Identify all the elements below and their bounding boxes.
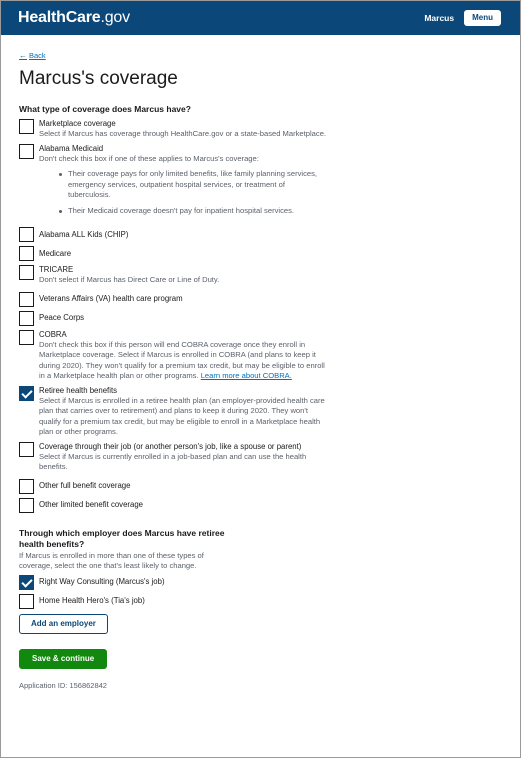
- option-label: Retiree health benefits: [39, 385, 118, 395]
- option-hint: Select if Marcus is currently enrolled in a job-based plan and can use the health benefits.: [39, 451, 307, 471]
- option-hint: Don't select if Marcus has Direct Care or Line of Duty.: [39, 275, 220, 284]
- back-arrow-icon: ←: [19, 50, 27, 60]
- logo-suffix: .gov: [100, 9, 130, 26]
- add-employer-button[interactable]: Add an employer: [19, 614, 108, 634]
- option-hint: [39, 340, 329, 382]
- checkbox-peace-corps[interactable]: [19, 311, 34, 326]
- option-other-limited-benefit[interactable]: [19, 498, 502, 513]
- checkbox-retiree-health-benefits[interactable]: [19, 386, 34, 401]
- option-label: Other limited benefit coverage: [39, 500, 144, 509]
- employer-hint: If Marcus is enrolled in more than one of these types of coverage, select the one that's least likely to change.: [19, 550, 204, 570]
- main-content: [1, 35, 520, 690]
- option-alabama-medicaid[interactable]: [19, 144, 502, 222]
- option-label: Home Health Hero's (Tia's job): [39, 596, 145, 605]
- checkbox-veterans-affairs[interactable]: [19, 292, 34, 307]
- option-marketplace-coverage[interactable]: [19, 119, 502, 140]
- learn-more-cobra-link[interactable]: Learn more about COBRA.: [200, 371, 292, 380]
- option-label: Medicare: [39, 248, 72, 258]
- option-veterans-affairs[interactable]: [19, 292, 502, 307]
- save-continue-button[interactable]: Save & continue: [19, 649, 107, 669]
- checkbox-marketplace-coverage[interactable]: [19, 119, 34, 134]
- user-name[interactable]: Marcus: [424, 13, 455, 23]
- checkbox-tricare[interactable]: [19, 265, 34, 280]
- checkbox-other-full-benefit[interactable]: [19, 479, 34, 494]
- employer-option-right-way-consulting[interactable]: [19, 575, 502, 590]
- checkbox-cobra[interactable]: [19, 330, 34, 345]
- option-label: TRICARE: [39, 265, 74, 274]
- employer-option-home-health-heros[interactable]: [19, 594, 502, 609]
- checkbox-alabama-medicaid[interactable]: [19, 144, 34, 159]
- option-label: Veterans Affairs (VA) health care program: [39, 294, 183, 303]
- site-header: [1, 1, 520, 35]
- option-hint: Select if Marcus is enrolled in a retiree health plan (an employer-provided health care plan that carries over to retirement) and plans to keep it during 2020. They won't qualify for a premium tax credit, but may be eligible to enroll in a Marketplace health plan or other programs.: [39, 395, 325, 436]
- logo-main: HealthCare: [18, 9, 101, 26]
- option-label: Coverage through their job (or another person's job, like a spouse or parent): [39, 441, 302, 451]
- option-label: Other full benefit coverage: [39, 481, 131, 490]
- employer-question: Through which employer does Marcus have retiree health benefits?: [19, 527, 225, 549]
- back-link[interactable]: [19, 50, 502, 60]
- option-cobra[interactable]: [19, 330, 502, 382]
- list-item: Their Medicaid coverage doesn't pay for inpatient hospital services.: [59, 206, 329, 217]
- coverage-question: What type of coverage does Marcus have?: [19, 104, 191, 114]
- option-label: Right Way Consulting (Marcus's job): [39, 577, 165, 586]
- checkbox-home-health-heros[interactable]: [19, 594, 34, 609]
- option-label: Marketplace coverage: [39, 119, 116, 128]
- checkbox-other-limited-benefit[interactable]: [19, 498, 34, 513]
- page-title: Marcus's coverage: [19, 68, 178, 89]
- option-label: COBRA: [39, 329, 67, 339]
- checkbox-medicare[interactable]: [19, 246, 34, 261]
- option-label: Alabama Medicaid: [39, 143, 104, 153]
- list-item: Their coverage pays for only limited benefits, like family planning services, emergency services, outpatient hospital services, or treatment of tuberculosis.: [59, 169, 329, 201]
- checkbox-coverage-through-job[interactable]: [19, 442, 34, 457]
- checkbox-right-way-consulting[interactable]: [19, 575, 34, 590]
- menu-button[interactable]: Menu: [464, 10, 501, 26]
- option-label: Peace Corps: [39, 313, 85, 322]
- option-hint: Select if Marcus has coverage through HealthCare.gov or a state-based Marketplace.: [39, 129, 327, 138]
- back-label: Back: [29, 50, 46, 60]
- employer-options: [19, 575, 502, 609]
- option-other-full-benefit[interactable]: [19, 479, 502, 494]
- healthcare-gov-logo[interactable]: [18, 9, 130, 27]
- option-hint: Don't check this box if one of these applies to Marcus's coverage:: [39, 153, 259, 163]
- cobra-hint-text: Don't check this box if this person will end COBRA coverage once they enroll in Marketplace coverage. Select if Marcus is enrolled in COBRA (and plans to keep it during 2020). They won't qualify for a premium tax credit, but may be eligible to enroll in a Marketplace health plan or other programs.: [39, 339, 325, 380]
- option-coverage-through-job[interactable]: [19, 442, 502, 473]
- application-id: Application ID: 156862842: [19, 680, 107, 690]
- option-label: Alabama ALL Kids (CHIP): [39, 229, 129, 239]
- option-tricare[interactable]: [19, 265, 502, 286]
- checkbox-alabama-all-kids[interactable]: [19, 227, 34, 242]
- header-right: [424, 10, 501, 26]
- option-alabama-all-kids[interactable]: [19, 227, 502, 242]
- option-peace-corps[interactable]: [19, 311, 502, 326]
- option-retiree-health-benefits[interactable]: [19, 386, 502, 438]
- coverage-options: [19, 119, 502, 513]
- medicaid-exclusions-list: [59, 169, 329, 216]
- option-medicare[interactable]: [19, 246, 502, 261]
